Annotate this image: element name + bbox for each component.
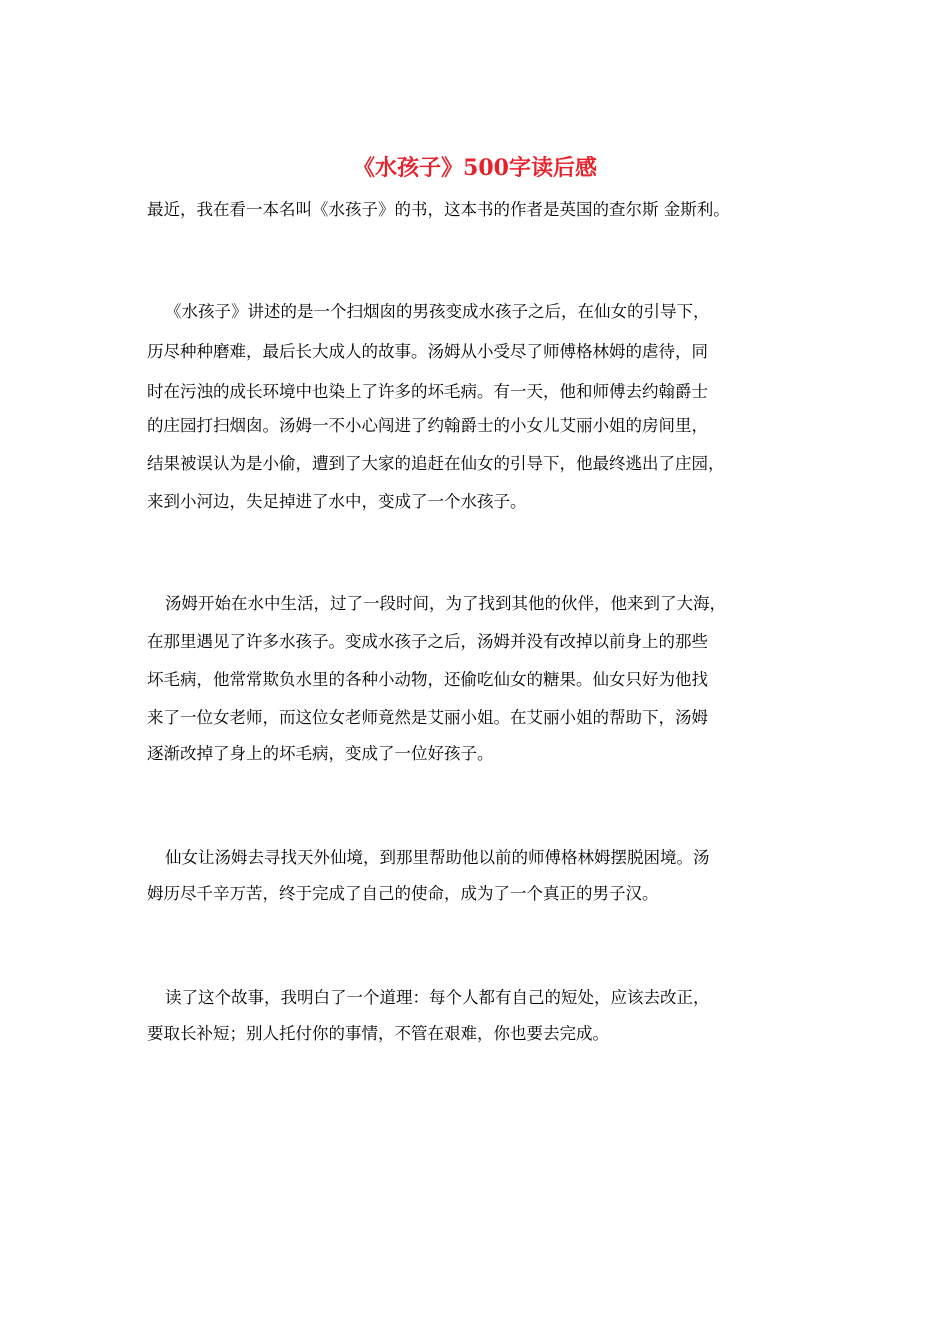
paragraph-line: 读了这个故事，我明白了一个道理：每个人都有自己的短处，应该去改正， (165, 988, 710, 1007)
paragraph-line: 要取长补短；别人托付你的事情，不管在艰难，你也要去完成。 (147, 1024, 609, 1043)
paragraph-line: 姆历尽千辛万苦，终于完成了自己的使命，成为了一个真正的男子汉。 (147, 884, 659, 903)
paragraph-line: 的庄园打扫烟囱。汤姆一不小心闯进了约翰爵士的小女儿艾丽小姐的房间里， (147, 416, 708, 435)
paragraph-line: 坏毛病，他常常欺负水里的各种小动物，还偷吃仙女的糖果。仙女只好为他找 (147, 670, 708, 689)
paragraph-line: 逐渐改掉了身上的坏毛病，变成了一位好孩子。 (147, 744, 494, 763)
paragraph-line: 结果被误认为是小偷，遭到了大家的追赶在仙女的引导下，他最终逃出了庄园， (147, 454, 725, 473)
paragraph-line: 仙女让汤姆去寻找天外仙境，到那里帮助他以前的师傅格林姆摆脱困境。汤 (165, 848, 710, 867)
paragraph-line: 来了一位女老师，而这位女老师竟然是艾丽小姐。在艾丽小姐的帮助下，汤姆 (147, 708, 708, 727)
paragraph-line: 来到小河边，失足掉进了水中，变成了一个水孩子。 (147, 492, 527, 511)
paragraph-line: 汤姆开始在水中生活，过了一段时间，为了找到其他的伙伴，他来到了大海， (165, 594, 726, 613)
paragraph-line: 时在污浊的成长环境中也染上了许多的坏毛病。有一天，他和师傅去约翰爵士 (147, 382, 708, 401)
intro-line: 最近，我在看一本名叫《水孩子》的书，这本书的作者是英国的查尔斯 金斯利。 (147, 200, 730, 219)
paragraph-line: 历尽种种磨难，最后长大成人的故事。汤姆从小受尽了师傅格林姆的虐待，同 (147, 342, 708, 361)
paragraph-line: 《水孩子》讲述的是一个扫烟囱的男孩变成水孩子之后，在仙女的引导下， (165, 302, 710, 321)
paragraph-line: 在那里遇见了许多水孩子。变成水孩子之后，汤姆并没有改掉以前身上的那些 (147, 632, 708, 651)
document-title: 《水孩子》500字读后感 (353, 155, 597, 181)
